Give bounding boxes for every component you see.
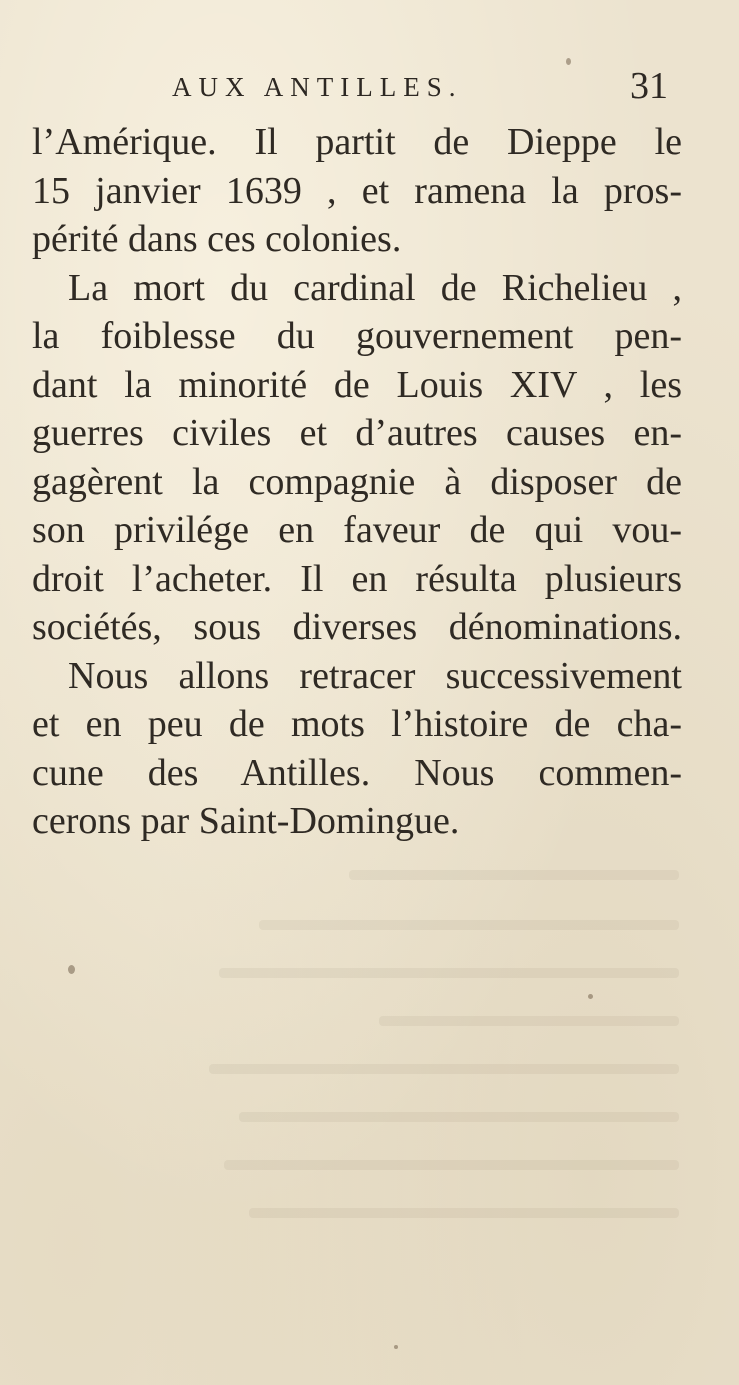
text-line: guerres civiles et d’autres causes en- [32,412,682,454]
paper-speck [566,58,571,65]
paragraph [32,118,682,264]
text-line: cune des Antilles. Nous commen- [32,751,682,794]
text-line: dant la minorité de Louis XIV , les [32,363,682,406]
running-title: AUX ANTILLES. [172,72,463,102]
text-line: et en peu de mots l’histoire de cha- [32,703,682,745]
text-line: gagèrent la compagnie à disposer de [32,460,682,503]
paper-speck [588,994,593,999]
paragraph [32,652,682,846]
paragraph [32,264,682,652]
text-line: la foiblesse du gouvernement pen- [32,315,682,357]
text-line: Nous allons retracer successivement [68,654,682,697]
text-line: droit l’acheter. Il en résulta plusieurs [32,557,682,600]
paper-speck [394,1345,398,1349]
page-number: 31 [630,65,668,107]
body-text [32,118,682,846]
text-line: 15 janvier 1639 , et ramena la pros- [32,169,682,212]
text-line: périté dans ces colonies. [32,218,402,260]
text-line: l’Amérique. Il partit de Dieppe le [32,121,682,163]
paper-show-through [0,850,739,1270]
text-line: cerons par Saint-Domingue. [32,800,460,842]
text-line: La mort du cardinal de Richelieu , [68,266,682,309]
text-line: sociétés, sous diverses dénominations. [32,606,682,648]
text-line: son privilége en faveur de qui vou- [32,509,682,551]
paper-speck [68,965,75,974]
running-head [0,64,739,114]
